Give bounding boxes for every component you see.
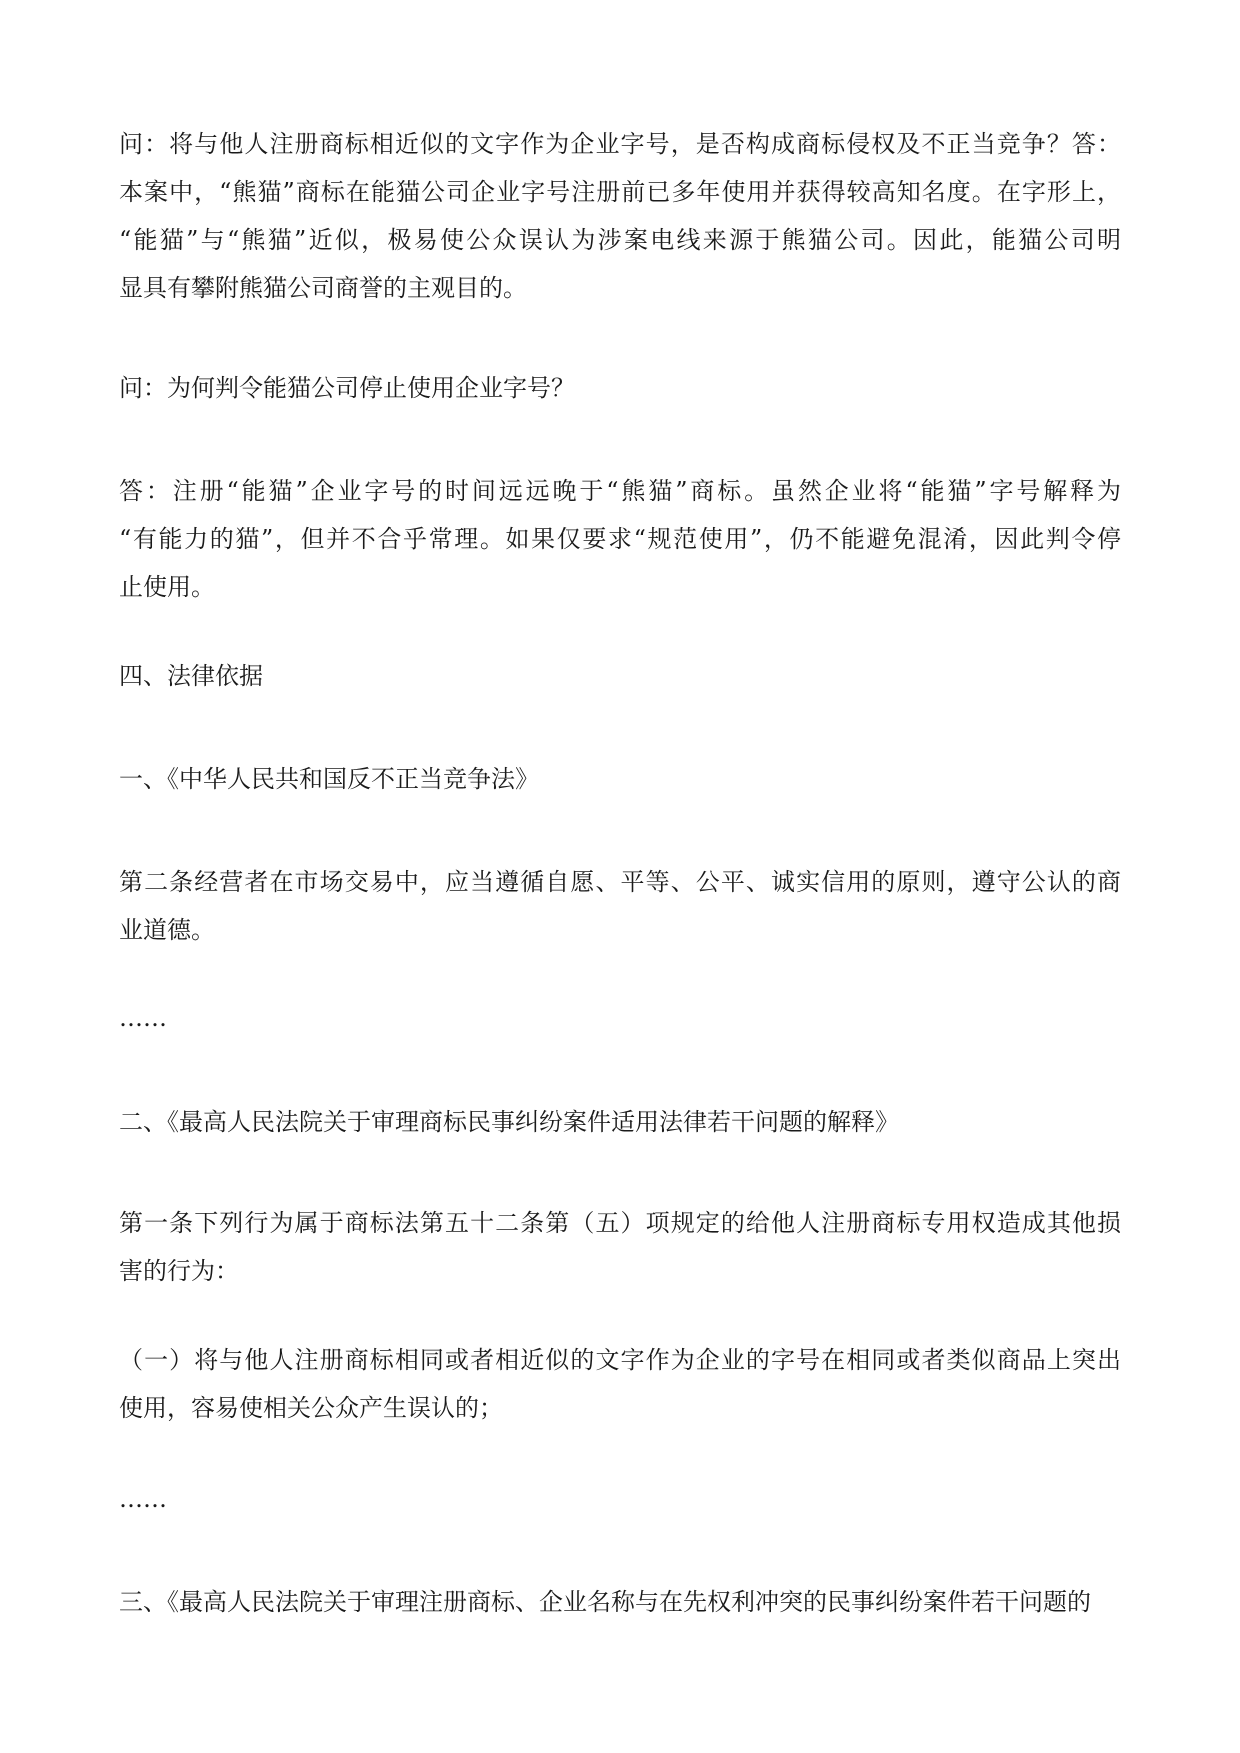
text-line: …… bbox=[119, 1485, 167, 1513]
law-title-3 bbox=[119, 1578, 1121, 1626]
text-line: 问：为何判令能猫公司停止使用企业字号？ bbox=[119, 374, 575, 402]
paragraph-question-answer-1 bbox=[119, 120, 1121, 312]
text-line: 止使用。 bbox=[119, 573, 215, 601]
ellipsis bbox=[119, 1475, 1121, 1523]
ellipsis bbox=[119, 994, 1121, 1042]
law-title-2 bbox=[119, 1098, 1121, 1146]
text-line: “有能力的猫”，但并不合乎常理。如果仅要求“规范使用”，仍不能避免混淆，因此判令停 bbox=[119, 525, 1121, 553]
text-line: 四、法律依据 bbox=[119, 662, 263, 690]
text-line: 使用，容易使相关公众产生误认的； bbox=[119, 1394, 503, 1422]
text-line: 第一条下列行为属于商标法第五十二条第（五）项规定的给他人注册商标专用权造成其他损 bbox=[119, 1209, 1121, 1237]
text-line: 业道德。 bbox=[119, 916, 215, 944]
text-line: 第二条经营者在市场交易中，应当遵循自愿、平等、公平、诚实信用的原则，遵守公认的商 bbox=[119, 868, 1121, 896]
paragraph-question-2 bbox=[119, 364, 1121, 412]
law-title-1 bbox=[119, 755, 1121, 803]
text-line: 问：将与他人注册商标相近似的文字作为企业字号，是否构成商标侵权及不正当竞争？答： bbox=[119, 130, 1121, 158]
text-line: 二、《最高人民法院关于审理商标民事纠纷案件适用法律若干问题的解释》 bbox=[119, 1108, 899, 1136]
section-heading-legal-basis bbox=[119, 652, 1121, 700]
text-line: “能猫”与“熊猫”近似，极易使公众误认为涉案电线来源于熊猫公司。因此，能猫公司明 bbox=[119, 226, 1121, 254]
text-line: 害的行为： bbox=[119, 1257, 239, 1285]
text-line: 一、《中华人民共和国反不正当竞争法》 bbox=[119, 765, 539, 793]
text-line: 显具有攀附熊猫公司商誉的主观目的。 bbox=[119, 274, 527, 302]
text-line: 答：注册“能猫”企业字号的时间远远晚于“熊猫”商标。虽然企业将“能猫”字号解释为 bbox=[119, 477, 1121, 505]
law-item-1 bbox=[119, 1336, 1121, 1432]
text-line: （一）将与他人注册商标相同或者相近似的文字作为企业的字号在相同或者类似商品上突出 bbox=[119, 1346, 1121, 1374]
paragraph-answer-2 bbox=[119, 467, 1121, 611]
law-article-1 bbox=[119, 1199, 1121, 1295]
text-line: 三、《最高人民法院关于审理注册商标、企业名称与在先权利冲突的民事纠纷案件若干问题的 bbox=[119, 1588, 1091, 1616]
text-line: …… bbox=[119, 1004, 167, 1032]
law-article-2 bbox=[119, 858, 1121, 954]
text-line: 本案中，“熊猫”商标在能猫公司企业字号注册前已多年使用并获得较高知名度。在字形上， bbox=[119, 178, 1121, 206]
